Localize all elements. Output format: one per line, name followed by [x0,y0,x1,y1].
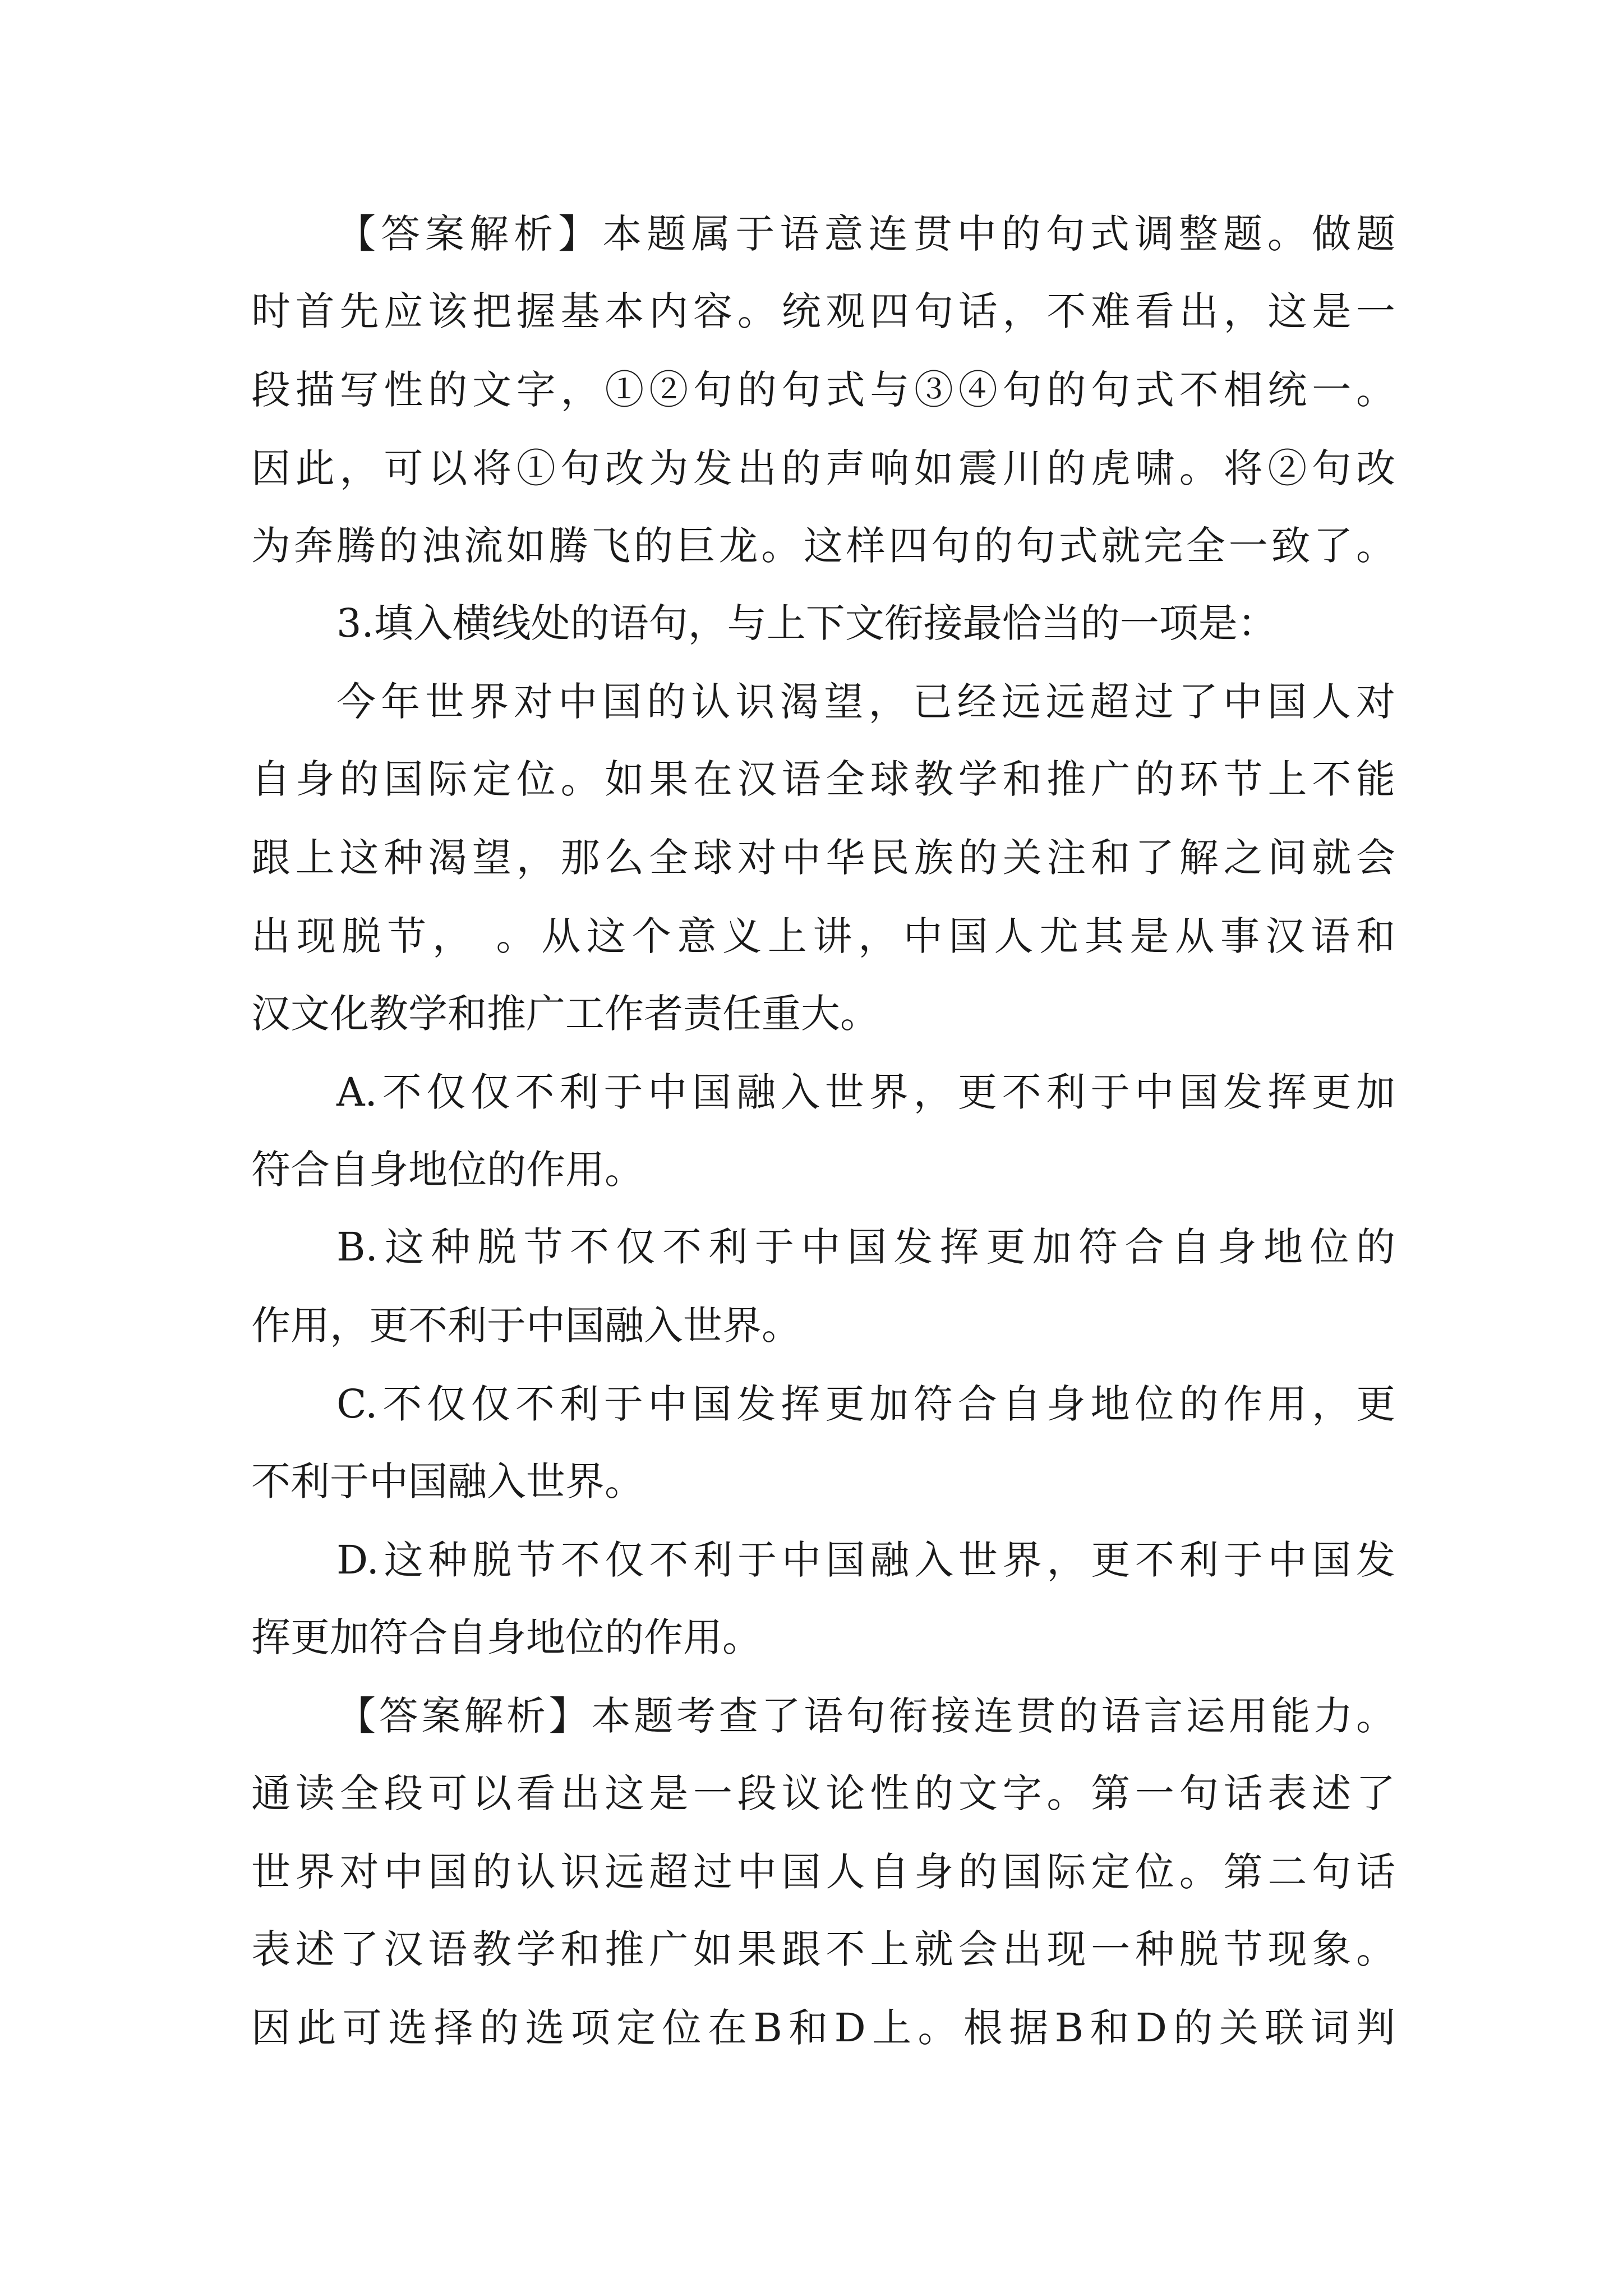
option-d-continued: 挥更加符合自身地位的作用。 [251,1614,762,1660]
answer-explanation-line: 表述了汉语教学和推广如果跟不上就会出现一种脱节现象。 [251,1926,1395,1972]
option-c-continued: 不利于中国融入世界。 [251,1458,644,1504]
paragraph-line: 为奔腾的浊流如腾飞的巨龙。这样四句的句式就完全一致了。 [251,523,1395,569]
passage-line: 汉文化教学和推广工作者责任重大。 [251,991,879,1037]
answer-explanation-line: 因此可选择的选项定位在B和D上。根据B和D的关联词判 [251,2005,1395,2051]
question-title: 3.填入横线处的语句，与上下文衔接最恰当的一项是： [336,600,1277,646]
answer-explanation-line: 【答案解析】本题考查了语句衔接连贯的语言运用能力。 [336,1693,1395,1739]
passage-line: 跟上这种渴望，那么全球对中华民族的关注和了解之间就会 [251,835,1395,881]
passage-line: 自身的国际定位。如果在汉语全球教学和推广的环节上不能 [251,756,1395,802]
option-c: C.不仅仅不利于中国发挥更加符合自身地位的作用，更 [336,1381,1395,1427]
paragraph-line: 【答案解析】本题属于语意连贯中的句式调整题。做题 [336,211,1395,257]
passage-line: 今年世界对中国的认识渴望，已经远远超过了中国人对 [336,679,1395,725]
passage-line: 出现脱节， 。从这个意义上讲，中国人尤其是从事汉语和 [251,913,1395,959]
option-b: B.这种脱节不仅不利于中国发挥更加符合自身地位的 [336,1224,1395,1270]
option-a-continued: 符合自身地位的作用。 [251,1147,644,1193]
answer-explanation-line: 世界对中国的认识远超过中国人自身的国际定位。第二句话 [251,1849,1395,1895]
paragraph-line: 段描写性的文字，①②句的句式与③④句的句式不相统一。 [251,367,1395,413]
answer-explanation-line: 通读全段可以看出这是一段议论性的文字。第一句话表述了 [251,1770,1395,1816]
paragraph-line: 时首先应该把握基本内容。统观四句话，不难看出，这是一 [251,288,1395,334]
option-b-continued: 作用，更不利于中国融入世界。 [251,1303,801,1349]
option-a: A.不仅仅不利于中国融入世界，更不利于中国发挥更加 [336,1069,1395,1115]
option-d: D.这种脱节不仅不利于中国融入世界，更不利于中国发 [336,1537,1395,1583]
paragraph-line: 因此，可以将①句改为发出的声响如震川的虎啸。将②句改 [251,445,1395,491]
